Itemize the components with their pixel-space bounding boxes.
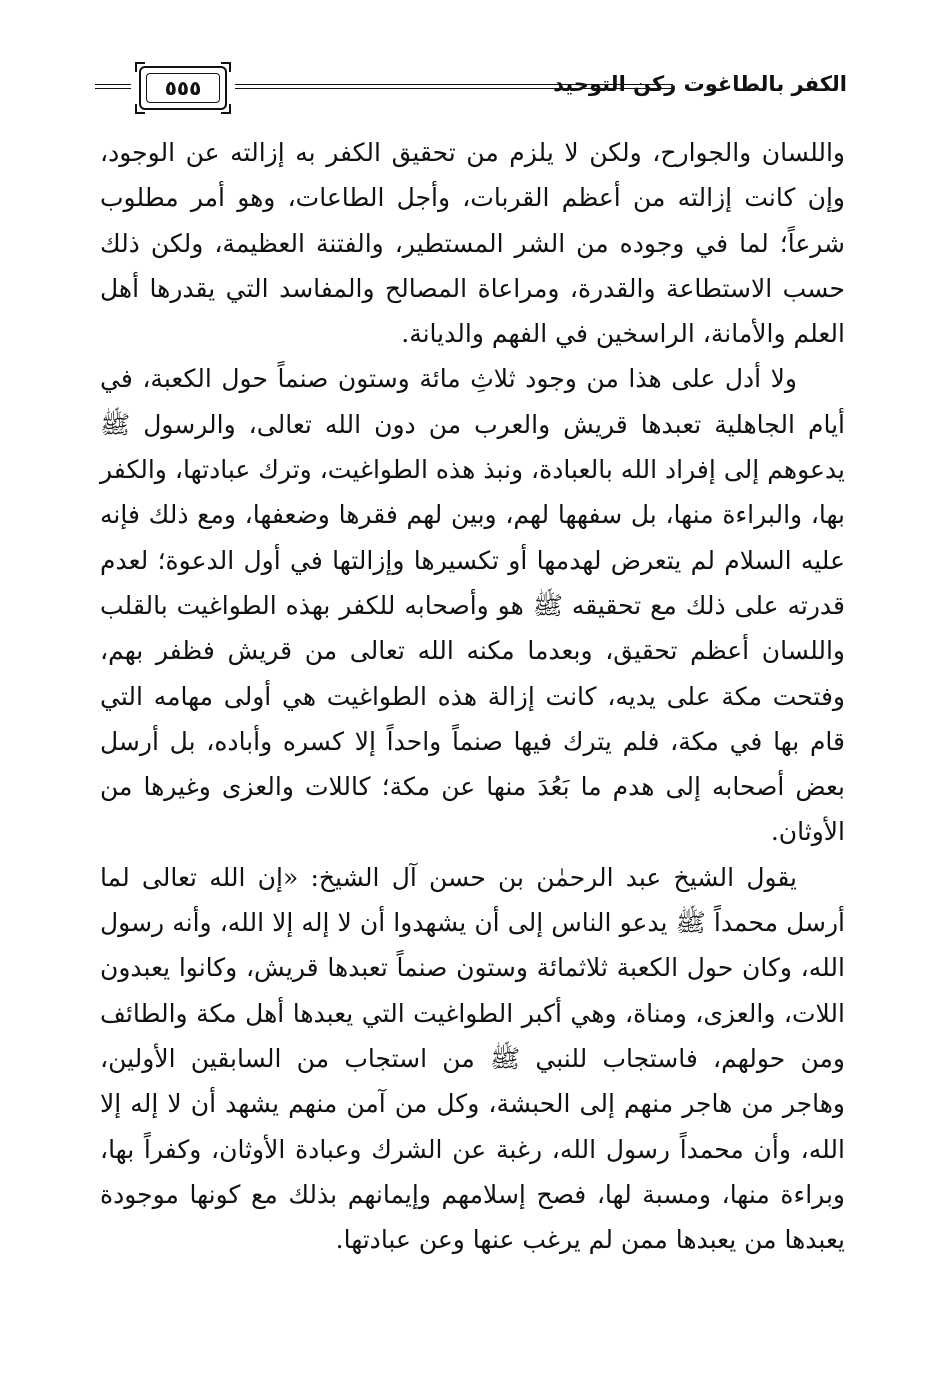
paragraph: يقول الشيخ عبد الرحمٰن بن حسن آل الشيخ: «إن الله تعالى لما أرسل محمداً ﷺ يدعو الناس إلى أن يشهدوا أن لا إله إلا الله، وأنه رسول الله، وكان حول الكعبة ثلاثمائة وستون صنماً تعبدها قريش، وكانوا يعبدون اللات، والعزى، ومناة، وهي أكبر الطواغيت التي يعبدها أهل مكة والطائف ومن حولهم، فاستجاب للنبي ﷺ من استجاب من السابقين الأولين، وهاجر من هاجر منهم إلى الحبشة، وكل من آمن منهم يشهد أن لا إله إلا الله، وأن محمداً رسول الله، رغبة عن الشرك وعبادة الأوثان، وكفراً بها، وبراءة منها، ومسبة لها، فصح إسلامهم وإيمانهم بذلك مع كونها موجودة يعبدها من يعبدها ممن لم يرغب عنها وعن عبادتها. (100, 862, 845, 1255)
running-header-title: الكفر بالطاغوت ركن التوحيد (553, 72, 847, 96)
frame-ornament (135, 62, 145, 72)
header-rule-left (95, 84, 131, 89)
frame-ornament (221, 104, 231, 114)
frame-ornament (135, 104, 145, 114)
paragraph: واللسان والجوارح، ولكن لا يلزم من تحقيق الكفر به إزالته عن الوجود، وإن كانت إزالته من أعظم القربات، وأجل الطاعات، وهو أمر مطلوب شرعاً؛ لما في وجوده من الشر المستطير، والفتنة العظيمة، ولكن ذلك حسب الاستطاعة والقدرة، ومراعاة المصالح والمفاسد التي يقدرها أهل العلم والأمانة، الراسخين في الفهم والديانة. (100, 138, 845, 349)
paragraph: ولا أدل على هذا من وجود ثلاثِ مائة وستون صنماً حول الكعبة، في أيام الجاهلية تعبدها قريش والعرب من دون الله تعالى، والرسول ﷺ يدعوهم إلى إفراد الله بالعبادة، ونبذ هذه الطواغيت، وترك عبادتها، والكفر بها، والبراءة منها، بل سفهها لهم، وبين لهم فقرها وضعفها، ومع ذلك فإنه عليه السلام لم يتعرض لهدمها أو تكسيرها وإزالتها في أول الدعوة؛ لعدم قدرته على ذلك مع تحقيقه ﷺ هو وأصحابه للكفر بهذه الطواغيت بالقلب واللسان أعظم تحقيق، وبعدما مكنه الله تعالى من قريش فظفر بهم، وفتحت مكة على يديه، كانت إزالة هذه الطواغيت هي أولى مهامه التي قام بها في مكة، فلم يترك فيها صنماً واحداً إلا كسره وأباده، بل أرسل بعض أصحابه إلى هدم ما بَعُدَ منها عن مكة؛ كاللات والعزى وغيرها من الأوثان. (100, 364, 845, 847)
page-number: ٥٥٥ (146, 73, 220, 103)
page-header (95, 66, 847, 122)
page-number-frame (139, 66, 227, 110)
frame-ornament (221, 62, 231, 72)
body-text (100, 130, 845, 1262)
